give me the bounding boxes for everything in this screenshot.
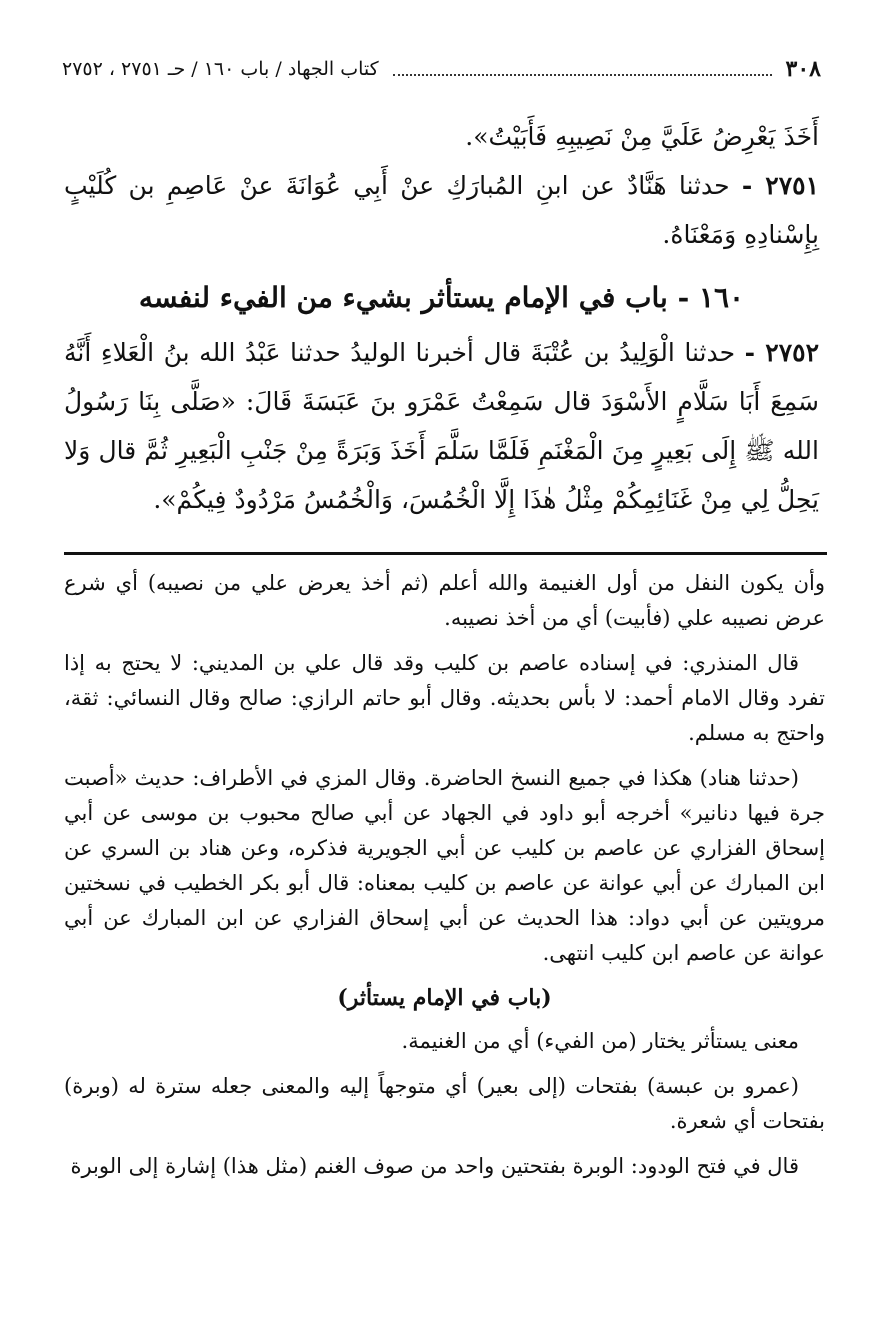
hadith-body: حدثنا الْوَلِيدُ بن عُتْبَةَ قال أخبرنا الوليدُ حدثنا عَبْدُ الله بنُ الْعَلاءِ أَنَّهُ سَمِعَ أَبَا سَلَّامٍ الأَسْوَدَ قال سَمِعْتُ عَمْرَو بنَ عَبَسَةَ قَالَ: «صَلَّى بِنَا رَسُولُ الله ﷺ إِلَى بَعِيرٍ مِنَ الْمَغْنَمِ فَلَمَّا سَلَّمَ أَخَذَ وَبَرَةً مِنْ جَنْبِ الْبَعِيرِ ثُمَّ قال وَلا يَحِلُّ لِي مِنْ غَنَائِمِكُمْ مِثْلُ هٰذَا إِلَّا الْخُمُسَ، وَالْخُمُسُ مَرْدُودٌ فِيكُمْ». — [64, 338, 819, 514]
page-number: ٣٠٨ — [785, 56, 821, 82]
hadith-number: ٢٧٥٢ - — [744, 338, 819, 367]
hadith-text — [64, 112, 819, 524]
chapter-title: ١٦٠ - باب في الإمام يستأثر بشيء من الفيء لنفسه — [138, 281, 745, 314]
running-title: كتاب الجهاد / باب ١٦٠ / حـ ٢٧٥١ ، ٢٧٥٢ — [62, 58, 379, 80]
commentary-paragraph: وأن يكون النفل من أول الغنيمة والله أعلم (ثم أخذ يعرض علي من نصيبه) أي شرع عرض نصيبه علي (فأبيت) أي من أخذ نصيبه. — [64, 571, 825, 630]
commentary-section — [64, 566, 825, 1194]
commentary-paragraph: قال المنذري: في إسناده عاصم بن كليب وقد قال علي بن المديني: لا يحتج به إذا تفرد وقال الامام أحمد: لا بأس بحديثه. وقال أبو حاتم الرازي: صالح وقال النسائي: ثقة، واحتج به مسلم. — [64, 651, 825, 745]
header-dot-leader — [393, 62, 772, 76]
hadith-body: حدثنا هَنَّادٌ عن ابنِ المُبارَكِ عنْ أَبِي عُوَانَةَ عنْ عَاصِمِ بن كُلَيْبٍ بِإِسْنادِهِ وَمَعْنَاهُ. — [64, 171, 819, 249]
hadith-2752 — [64, 328, 819, 524]
footnote-divider — [64, 552, 827, 555]
commentary-subheading: (باب في الإمام يستأثر) — [337, 985, 552, 1011]
hadith-2751 — [64, 161, 819, 259]
continued-line: أَخَذَ يَعْرِضُ عَلَيَّ مِنْ نَصِيبِهِ فَأَبَيْتُ». — [465, 122, 819, 151]
commentary-paragraph: (حدثنا هناد) هكذا في جميع النسخ الحاضرة. وقال المزي في الأطراف: حديث «أصبت جرة فيها دنانير» أخرجه أبو داود في الجهاد عن أبي صالح محبوب بن موسى عن أبي إسحاق الفزاري عن عاصم بن كليب عن أبي الجويرية فذكره، وعن هناد بن السري عن ابن المبارك عن أبي عوانة عن عاصم بن كليب بمعناه: قال أبو بكر الخطيب في نسختين مرويتين عن أبي دواد: هذا الحديث عن أبي إسحاق الفزاري عن ابن المبارك عن أبي عوانة عن عاصم ابن كليب انتهى. — [64, 766, 825, 965]
hadith-number: ٢٧٥١ - — [741, 171, 819, 200]
page-header — [62, 52, 821, 86]
commentary-paragraph: معنى يستأثر يختار (من الفيء) أي من الغنيمة. — [401, 1029, 799, 1053]
commentary-paragraph: قال في فتح الودود: الوبرة بفتحتين واحد من صوف الغنم (مثل هذا) إشارة إلى الوبرة — [70, 1154, 799, 1178]
commentary-paragraph: (عمرو بن عبسة) بفتحات (إلى بعير) أي متوجهاً إليه والمعنى جعله سترة له (وبرة) بفتحات أي شعرة. — [64, 1074, 825, 1133]
